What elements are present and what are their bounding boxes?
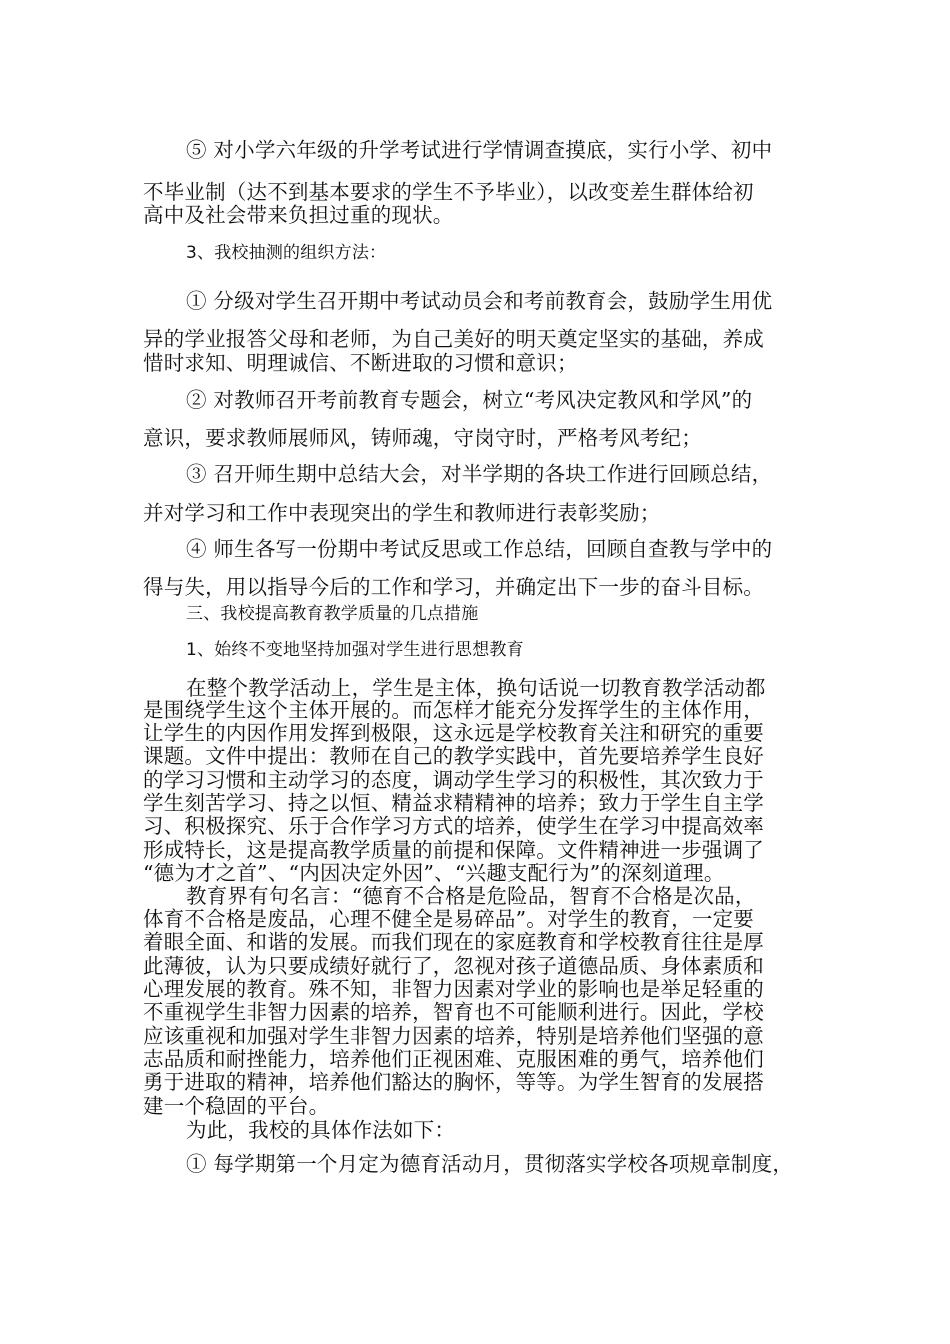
paragraph-line: ② 对教师召开考前教育专题会，树立“考风决定教风和学风”的: [186, 388, 753, 412]
paragraph-line: 学生刻苦学习、持之以恒、精益求精精神的培养；致力于学生自主学: [143, 791, 764, 815]
paragraph-line: 习、积极探究、乐于合作学习方式的培养，使学生在学习中提高效率: [143, 814, 764, 838]
paragraph-line: 为此，我校的具体作法如下：: [186, 1118, 456, 1142]
paragraph-line: 建一个稳固的平台。: [143, 1094, 330, 1118]
paragraph-line: 志品质和耐挫能力，培养他们正视困难、克服困难的勇气，培养他们: [143, 1047, 764, 1071]
paragraph-line: ③ 召开师生期中总结大会，对半学期的各块工作进行回顾总结，: [186, 462, 773, 486]
paragraph-line: “德为才之首”、“内因决定外因”、“兴趣支配行为”的深刻道理。: [143, 861, 725, 885]
paragraph-line: ④ 师生各写一份期中考试反思或工作总结，回顾自查教与学中的: [186, 537, 773, 561]
paragraph-line: 意识，要求教师展师风，铸师魂，守岗守时，严格考风考纪；: [143, 426, 702, 450]
subsection-heading: 1、始终不变地坚持加强对学生进行思想教育: [186, 640, 524, 660]
paragraph-line: 应该重视和加强对学生非智力因素的培养，特别是培养他们坚强的意: [143, 1024, 764, 1048]
section-heading: 三、我校提高教育教学质量的几点措施: [186, 604, 479, 624]
paragraph-line: 形成特长，这是提高教学质量的前提和保障。文件精神进一步强调了: [143, 838, 764, 862]
paragraph-line: 异的学业报答父母和老师，为自己美好的明天奠定坚实的基础，养成: [143, 327, 764, 351]
section-heading: 3、我校抽测的组织方法：: [186, 243, 387, 263]
paragraph-line: 教育界有句名言：“德育不合格是危险品，智育不合格是次品，: [186, 884, 756, 908]
paragraph-line: 得与失，用以指导今后的工作和学习，并确定出下一步的奋斗目标。: [143, 575, 764, 599]
paragraph-line: 不重视学生非智力因素的培养，智育也不可能顺利进行。因此，学校: [143, 1000, 764, 1024]
paragraph-line: 此薄彼，认为只要成绩好就行了，忽视对孩子道德品质、身体素质和: [143, 954, 764, 978]
paragraph-line: 着眼全面、和谐的发展。而我们现在的家庭教育和学校教育往往是厚: [143, 930, 764, 954]
paragraph-line: 并对学习和工作中表现突出的学生和教师进行表彰奖励；: [143, 501, 661, 525]
paragraph-line: 心理发展的教育。殊不知，非智力因素对学业的影响也是举足轻重的: [143, 977, 764, 1001]
paragraph-line: 的学习习惯和主动学习的态度，调动学生学习的积极性，其次致力于: [143, 768, 764, 792]
paragraph-line: ① 每学期第一个月定为德育活动月，贯彻落实学校各项规章制度，: [186, 1152, 794, 1176]
paragraph-line: 在整个教学活动上，学生是主体，换句话说一切教育教学活动都: [186, 676, 766, 700]
paragraph-line: ① 分级对学生召开期中考试动员会和考前教育会，鼓励学生用优: [186, 289, 773, 313]
paragraph-line: 高中及社会带来负担过重的现状。: [143, 203, 454, 227]
paragraph-line: 勇于进取的精神，培养他们豁达的胸怀，等等。为学生智育的发展搭: [143, 1070, 764, 1094]
paragraph-line: 是围绕学生这个主体开展的。而怎样才能充分发挥学生的主体作用，: [143, 698, 764, 722]
paragraph-line: 体育不合格是废品，心理不健全是易碎品”。对学生的教育，一定要: [143, 907, 754, 931]
paragraph-line: 课题。文件中提出：教师在自己的教学实践中，首先要培养学生良好: [143, 744, 764, 768]
paragraph-line: 让学生的内因作用发挥到极限，这永远是学校教育关注和研究的重要: [143, 721, 764, 745]
paragraph-line: ⑤ 对小学六年级的升学考试进行学情调查摸底，实行小学、初中: [186, 138, 773, 162]
paragraph-line: 不毕业制（达不到基本要求的学生不予毕业），以改变差生群体给初: [143, 180, 754, 204]
paragraph-line: 惜时求知、明理诚信、不断进取的习惯和意识；: [143, 351, 578, 375]
